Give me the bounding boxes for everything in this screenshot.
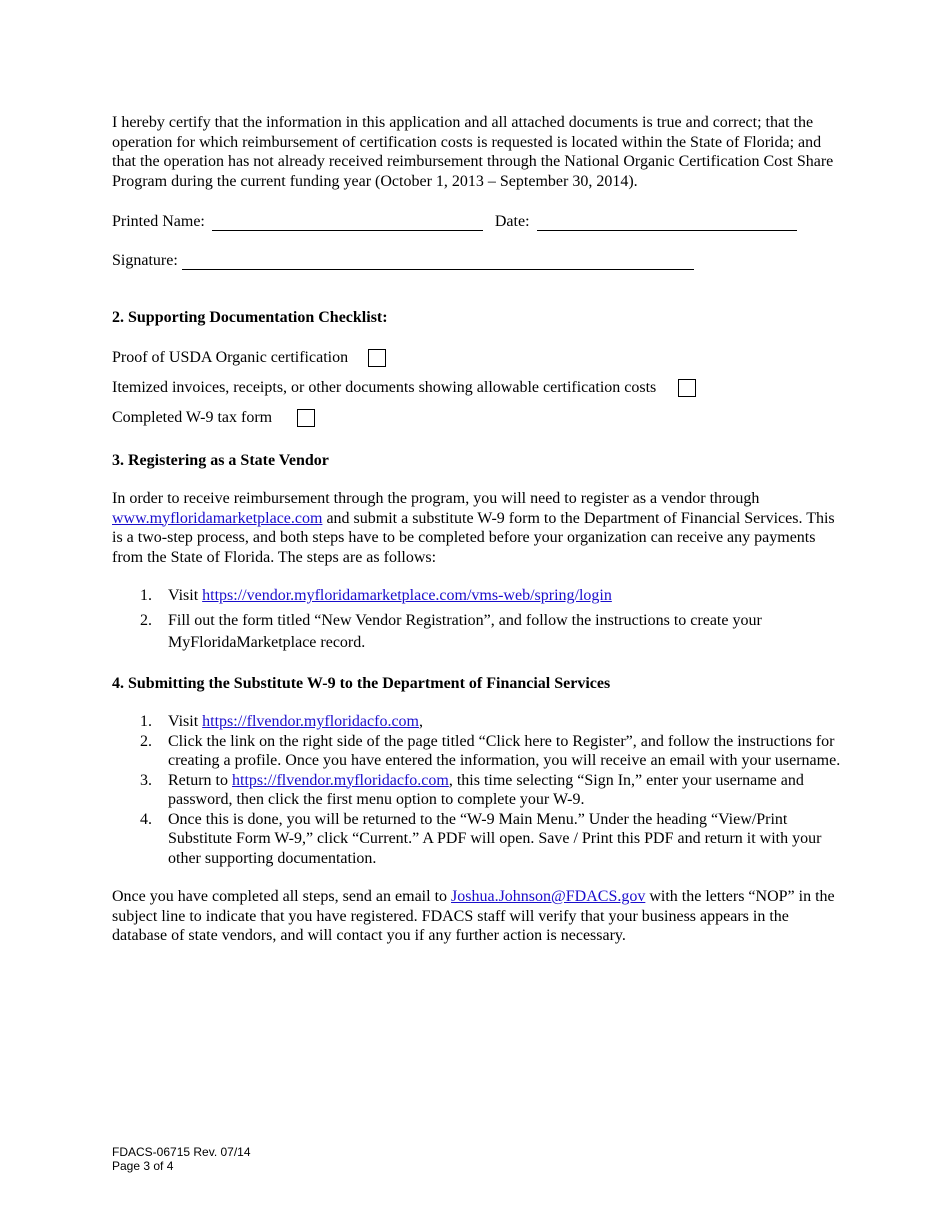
checklist-item-label: Completed W-9 tax form [112,408,273,426]
section4-heading: 4. Submitting the Substitute W-9 to the Department of Financial Services [112,674,611,692]
myfloridamarketplace-link[interactable]: www.myfloridamarketplace.com [112,509,323,527]
list-number: 2. [140,732,152,750]
list-item [112,771,842,810]
itemized-invoices-checkbox[interactable] [678,379,696,397]
checklist-item-label: Itemized invoices, receipts, or other documents showing allowable certification costs [112,378,657,396]
checklist-item [112,343,842,373]
flvendor-link[interactable]: https://flvendor.myfloridacfo.com [202,713,419,730]
list-item-text: Visit [168,713,203,730]
list-item-text: Once this is done, you will be returned to the “W-9 Main Menu.” Under the heading “View/Print Substitute Form W-9,” click “Current.” A PDF will open. Save / Print this PDF and return it with your other supporting documentation. [168,810,822,867]
list-item-text: Click the link on the right side of the page titled “Click here to Register”, and follow the instructions for creating a profile. Once you have entered the information, you will receive an email with your username. [168,732,841,769]
list-item-text: Visit [168,587,203,604]
closing-paragraph [112,887,842,946]
list-item-text: , this time selecting “Sign In,” enter your username and password, then click the first menu option to complete your W-9. [168,771,804,808]
date-field[interactable] [537,212,797,231]
list-number: 2. [140,611,152,629]
section3-intro [112,489,842,567]
list-number: 1. [140,587,152,604]
section4-steps [112,712,842,868]
checklist-item [112,373,842,403]
closing-text-continued: with the letters “NOP” in the subject line to indicate that you have registered. FDACS staff will verify that your business appears in the database of state vendors, and will contact you if any further action is necessary. [112,888,835,944]
printed-name-field[interactable] [212,212,483,231]
signature-row [112,248,842,270]
list-item [112,732,842,771]
form-id: FDACS-06715 Rev. 07/14 [112,1145,251,1159]
signature-label: Signature: [112,251,178,269]
date-label: Date: [494,212,530,230]
section3-steps [112,586,842,654]
signature-field[interactable] [182,251,694,270]
list-item-text: , [419,713,423,730]
printed-name-label: Printed Name: [112,212,205,230]
page-footer [112,1145,251,1173]
list-item [112,610,842,654]
vendor-login-link[interactable]: https://vendor.myfloridamarketplace.com/vms-web/spring/login [202,587,612,604]
document-page [112,113,842,946]
list-item [112,586,842,606]
closing-text: Once you have completed all steps, send an email to [112,888,452,905]
checklist-item [112,403,842,433]
list-item [112,810,842,869]
usda-certification-checkbox[interactable] [368,349,386,367]
page-number: Page 3 of 4 [112,1159,174,1173]
intro-text-continued: and submit a substitute W-9 form to the Department of Financial Services. This is a two-step process, and both steps have to be completed before your organization can receive any payments from the State of Florida. The steps are as follows: [112,509,835,566]
documentation-checklist [112,343,842,433]
intro-text: In order to receive reimbursement through the program, you will need to register as a vendor through [112,490,760,507]
checklist-item-label: Proof of USDA Organic certification [112,348,349,366]
section2-heading: 2. Supporting Documentation Checklist: [112,309,388,326]
section3-heading: 3. Registering as a State Vendor [112,451,329,469]
list-item [112,712,842,732]
list-number: 4. [140,810,152,828]
list-item-text: Return to [168,771,232,789]
certification-statement: I hereby certify that the information in this application and all attached documents is true and correct; that the operation for which reimbursement of certification costs is requested is located within the State of Florida; and that the operation has not already received reimbursement through the National Organic Certification Cost Share Program during the current funding year (October 1, 2013 – September 30, 2014). [112,114,834,190]
flvendor-signin-link[interactable]: https://flvendor.myfloridacfo.com [232,771,449,789]
list-number: 3. [140,771,152,789]
list-item-text: Fill out the form titled “New Vendor Registration”, and follow the instructions to create your MyFloridaMarketplace record. [168,611,762,651]
w9-form-checkbox[interactable] [297,409,315,427]
printed-name-row [112,209,842,231]
list-number: 1. [140,713,152,730]
contact-email-link[interactable]: Joshua.Johnson@FDACS.gov [451,888,646,905]
